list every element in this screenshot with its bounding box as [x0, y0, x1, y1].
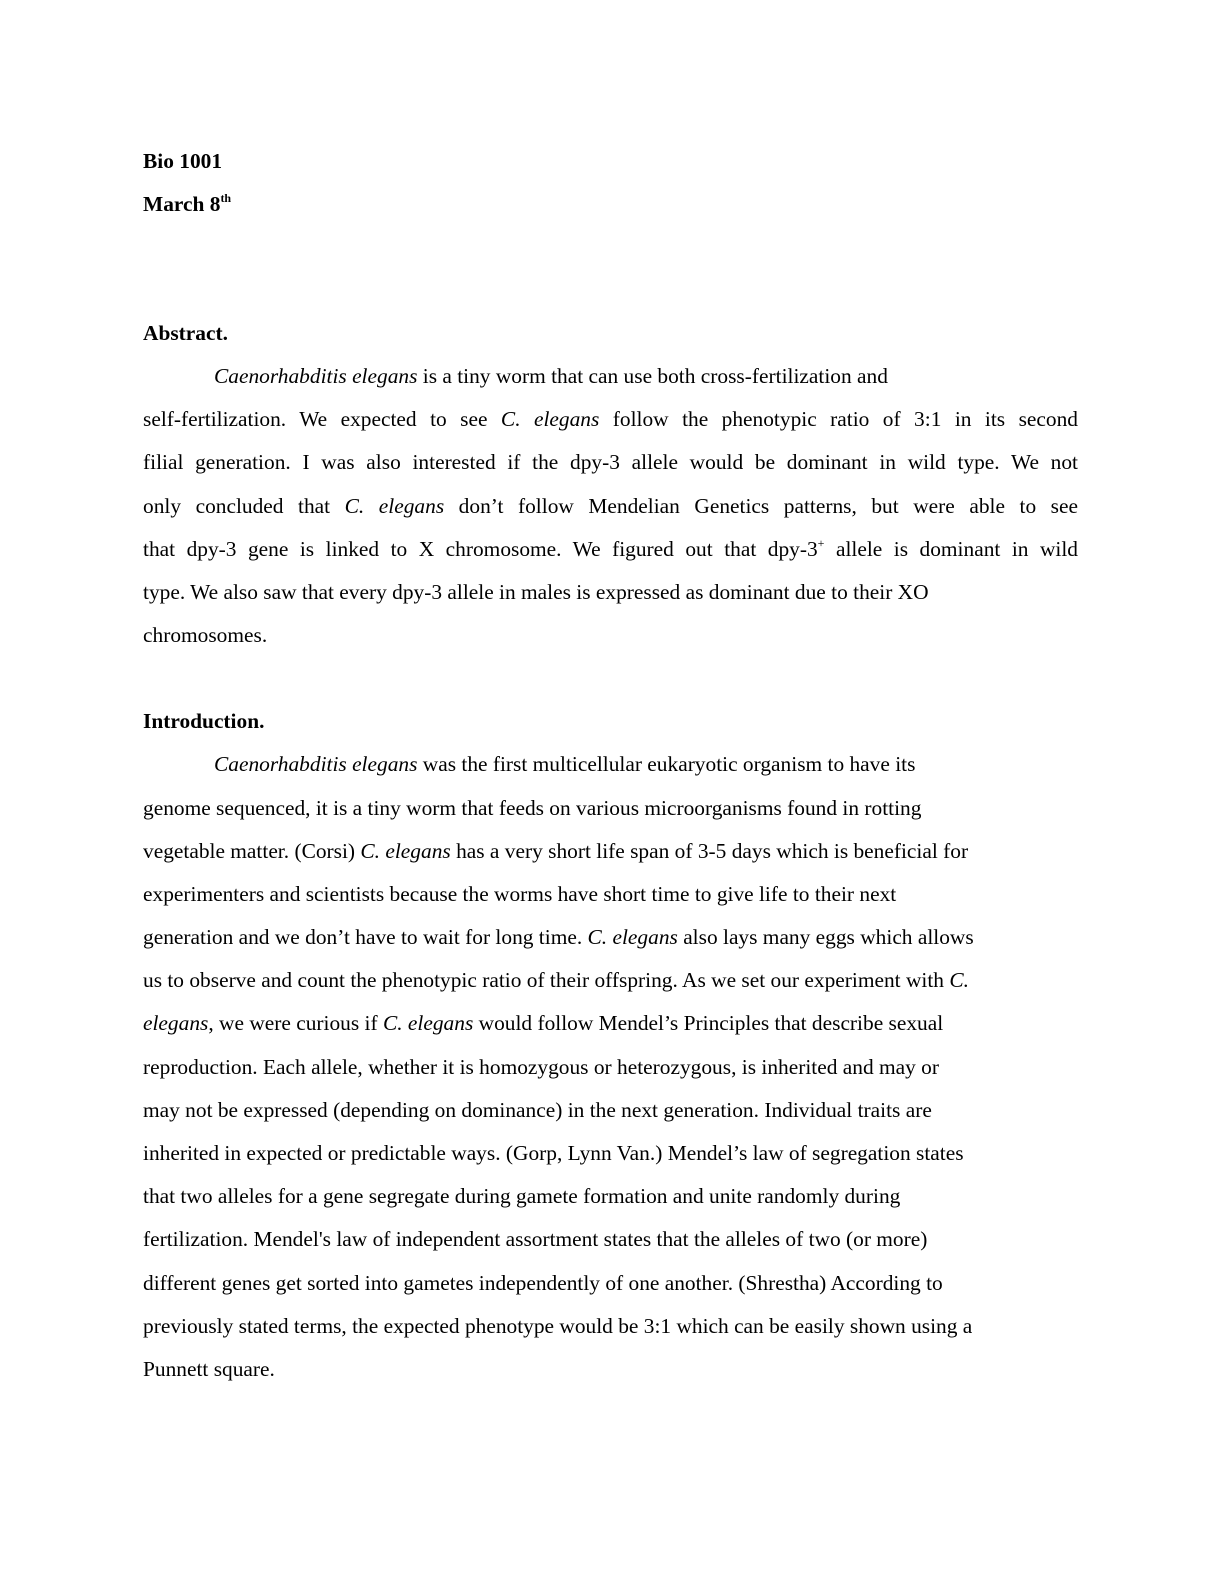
introduction-line: may not be expressed (depending on dominance) in the next generation. Individual traits are	[143, 1097, 932, 1122]
introduction-line: previously stated terms, the expected phenotype would be 3:1 which can be easily shown using a	[143, 1313, 973, 1338]
course-label: Bio 1001	[143, 149, 223, 173]
introduction-line: elegans, we were curious if C. elegans would follow Mendel’s Principles that describe sexual	[143, 1011, 944, 1036]
abstract-line: that dpy-3 gene is linked to X chromosome. We figured out that dpy-3+ allele is dominant in wild	[143, 535, 1078, 561]
introduction-line: Punnett square.	[143, 1356, 275, 1381]
introduction-line: vegetable matter. (Corsi) C. elegans has a very short life span of 3-5 days which is beneficial for	[143, 838, 969, 863]
introduction-line: inherited in expected or predictable ways. (Gorp, Lynn Van.) Mendel’s law of segregation states	[143, 1141, 964, 1165]
introduction-line: Caenorhabditis elegans was the first multicellular eukaryotic organism to have its	[214, 752, 916, 777]
introduction-line: generation and we don’t have to wait for long time. C. elegans also lays many eggs which allows	[143, 925, 974, 950]
document-page	[143, 140, 1078, 1391]
abstract-body	[143, 355, 1078, 657]
introduction-line: experimenters and scientists because the worms have short time to give life to their next	[143, 881, 897, 906]
abstract-line: only concluded that C. elegans don’t follow Mendelian Genetics patterns, but were able to see	[143, 493, 1078, 518]
introduction-line: fertilization. Mendel's law of independent assortment states that the alleles of two (or more)	[143, 1227, 928, 1252]
abstract-line: chromosomes.	[143, 623, 268, 648]
introduction-line: genome sequenced, it is a tiny worm that feeds on various microorganisms found in rotting	[143, 795, 922, 820]
abstract-title: Abstract.	[143, 321, 228, 345]
abstract-line: Caenorhabditis elegans is a tiny worm that can use both cross-fertilization and	[214, 364, 888, 388]
introduction-title: Introduction.	[143, 709, 265, 734]
date-label: March 8th	[143, 190, 232, 216]
introduction-line: reproduction. Each allele, whether it is homozygous or heterozygous, is inherited and may or	[143, 1054, 939, 1079]
abstract-line: filial generation. I was also interested if the dpy-3 allele would be dominant in wild type. We not	[143, 450, 1078, 475]
abstract-line: self-fertilization. We expected to see C. elegans follow the phenotypic ratio of 3:1 in its second	[143, 407, 1078, 432]
introduction-line: that two alleles for a gene segregate during gamete formation and unite randomly during	[143, 1184, 901, 1209]
introduction-line: different genes get sorted into gametes independently of one another. (Shrestha) According to	[143, 1270, 943, 1295]
abstract-line: type. We also saw that every dpy-3 allele in males is expressed as dominant due to their XO	[143, 579, 929, 604]
introduction-line: us to observe and count the phenotypic ratio of their offspring. As we set our experiment with C.	[143, 968, 969, 993]
introduction-body	[143, 743, 1078, 1391]
